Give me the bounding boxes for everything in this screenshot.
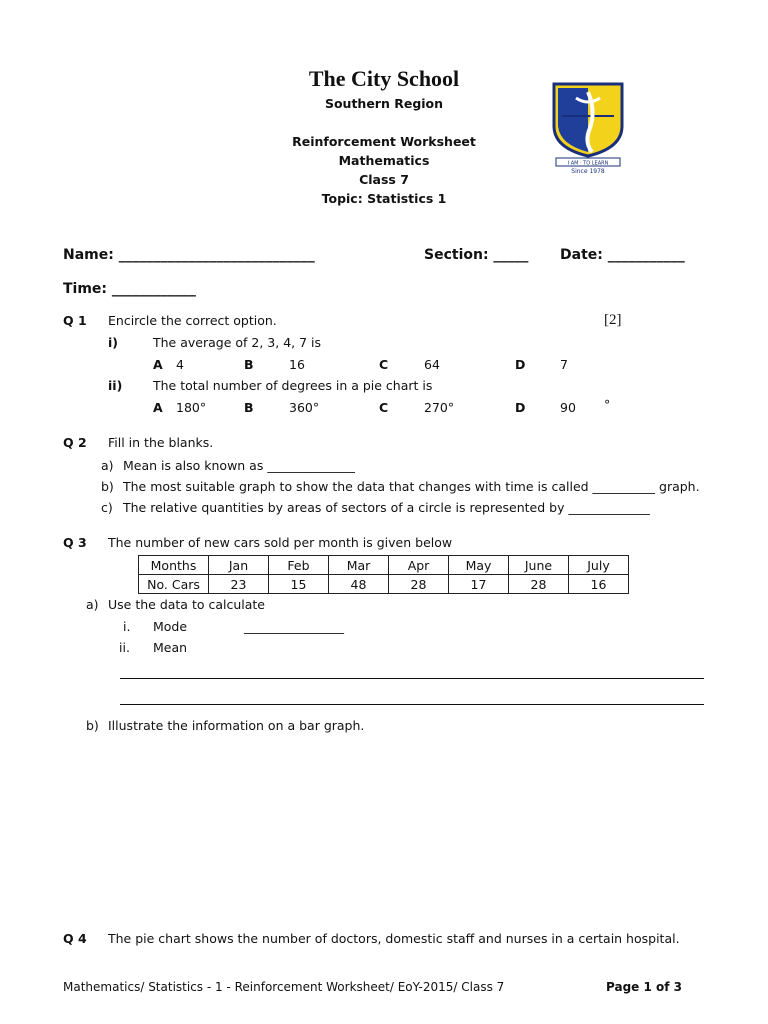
- table-cell: July: [569, 556, 629, 575]
- option-value: 180°: [176, 400, 207, 415]
- q2-number: Q 2: [63, 435, 87, 450]
- table-header-cell: No. Cars: [139, 575, 209, 594]
- option-value: 7: [560, 357, 568, 372]
- q1-part-ii-number: ii): [108, 378, 123, 393]
- answer-line: [120, 704, 704, 705]
- q1-part-ii-text: The total number of degrees in a pie chart is: [153, 378, 433, 393]
- section-field: Section: _____: [424, 247, 529, 263]
- degree-symbol: °: [604, 397, 611, 412]
- worksheet-title: Reinforcement Worksheet: [292, 134, 476, 149]
- option-value: 90: [560, 400, 576, 415]
- school-crest-logo: [548, 76, 628, 176]
- q2-item-label: a): [101, 458, 114, 473]
- q4-text: The pie chart shows the number of doctors, domestic staff and nurses in a certain hospital.: [108, 931, 680, 946]
- q3-b-label: b): [86, 718, 99, 733]
- q1-instruction: Encircle the correct option.: [108, 313, 277, 328]
- q1-part-i-text: The average of 2, 3, 4, 7 is: [153, 335, 321, 350]
- class-label: Class 7: [359, 172, 409, 187]
- option-label: A: [153, 357, 163, 372]
- table-cell: Feb: [269, 556, 329, 575]
- option-label: D: [515, 400, 526, 415]
- option-label: D: [515, 357, 526, 372]
- q3-a-label: a): [86, 597, 99, 612]
- option-value: 360°: [289, 400, 320, 415]
- option-label: C: [379, 400, 389, 415]
- name-field: Name: ____________________________: [63, 247, 315, 263]
- option-value: 270°: [424, 400, 455, 415]
- q3-b-text: Illustrate the information on a bar graph.: [108, 718, 365, 733]
- q2-instruction: Fill in the blanks.: [108, 435, 214, 450]
- q2-item-text: The most suitable graph to show the data that changes with time is called __________ graph.: [123, 479, 700, 494]
- cars-table: [138, 555, 629, 594]
- crest-since: Since 1978: [571, 168, 605, 175]
- q3-instruction: The number of new cars sold per month is given below: [108, 535, 453, 550]
- date-field: Date: ___________: [560, 247, 685, 263]
- mode-answer-blank: ________________: [244, 619, 344, 634]
- crest-motto: I AM · TO LEARN: [567, 160, 609, 167]
- topic: Topic: Statistics 1: [321, 191, 447, 206]
- q3-sub-label: i.: [123, 619, 131, 634]
- option-value: 4: [176, 357, 184, 372]
- time-field: Time: ____________: [63, 281, 196, 297]
- subject: Mathematics: [338, 153, 430, 168]
- answer-line: [120, 678, 704, 679]
- table-cell: 15: [269, 575, 329, 594]
- table-cell: 28: [389, 575, 449, 594]
- table-cell: 17: [449, 575, 509, 594]
- q3-sub-text: Mode: [153, 619, 188, 634]
- table-cell: 48: [329, 575, 389, 594]
- q3-sub-text: Mean: [153, 640, 188, 655]
- q1-part-i-number: i): [108, 335, 118, 350]
- option-value: 64: [424, 357, 440, 372]
- footer-left: Mathematics/ Statistics - 1 - Reinforcement Worksheet/ EoY-2015/ Class 7: [63, 980, 505, 994]
- table-cell: Mar: [329, 556, 389, 575]
- page-number: Page 1 of 3: [606, 980, 682, 994]
- option-label: C: [379, 357, 389, 372]
- q3-sub-label: ii.: [119, 640, 130, 655]
- table-cell: Jan: [209, 556, 269, 575]
- table-cell: 16: [569, 575, 629, 594]
- option-label: B: [244, 400, 254, 415]
- table-cell: May: [449, 556, 509, 575]
- region: Southern Region: [324, 96, 444, 111]
- q2-item-label: b): [101, 479, 114, 494]
- table-header-cell: Months: [139, 556, 209, 575]
- q3-number: Q 3: [63, 535, 87, 550]
- option-label: B: [244, 357, 254, 372]
- option-value: 16: [289, 357, 305, 372]
- q4-number: Q 4: [63, 931, 87, 946]
- table-row: [139, 556, 629, 575]
- q1-marks: [2]: [604, 312, 622, 328]
- table-cell: 23: [209, 575, 269, 594]
- q2-item-text: The relative quantities by areas of sectors of a circle is represented by _____________: [123, 500, 650, 515]
- table-row: [139, 575, 629, 594]
- q1-number: Q 1: [63, 313, 87, 328]
- school-title: The City School: [308, 66, 460, 91]
- table-cell: Apr: [389, 556, 449, 575]
- table-cell: 28: [509, 575, 569, 594]
- table-cell: June: [509, 556, 569, 575]
- option-label: A: [153, 400, 163, 415]
- q3-a-text: Use the data to calculate: [108, 597, 265, 612]
- q2-item-label: c): [101, 500, 113, 515]
- q2-item-text: Mean is also known as ______________: [123, 458, 355, 473]
